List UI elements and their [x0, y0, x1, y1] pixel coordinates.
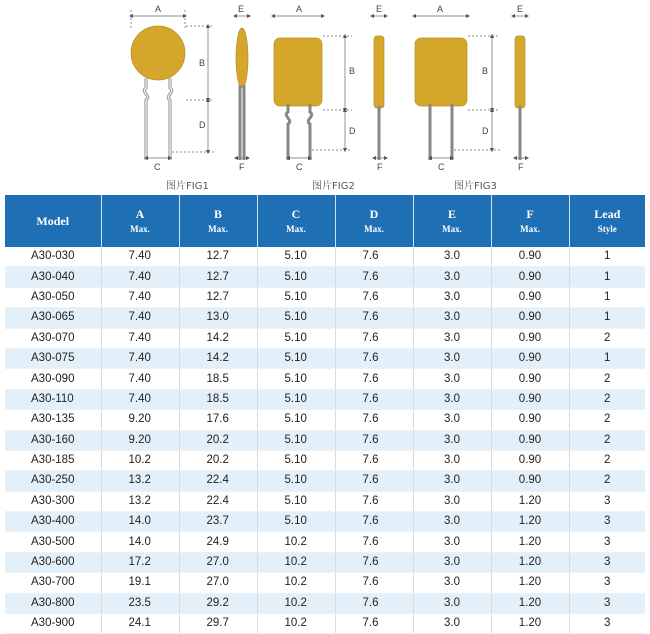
table-cell: 0.90: [491, 287, 569, 307]
table-cell: 3.0: [413, 247, 491, 267]
table-row: [5, 593, 645, 613]
table-cell: A30-050: [5, 287, 101, 307]
table-row: [5, 552, 645, 572]
table-cell: 1: [569, 348, 645, 368]
table-cell: 2: [569, 450, 645, 470]
table-cell: 7.6: [335, 552, 413, 572]
column-header: [179, 195, 257, 247]
table-cell: 10.2: [101, 450, 179, 470]
table-cell: 2: [569, 369, 645, 389]
column-header-label: Model: [36, 213, 70, 228]
table-cell: 7.6: [335, 287, 413, 307]
column-header: [569, 195, 645, 247]
table-cell: 0.90: [491, 328, 569, 348]
table-cell: A30-900: [5, 614, 101, 634]
fig3-label-f: F: [518, 162, 524, 172]
table-cell: 5.10: [257, 450, 335, 470]
table-cell: A30-185: [5, 450, 101, 470]
column-header-sub: Max.: [286, 223, 306, 234]
table-cell: 3.0: [413, 512, 491, 532]
table-cell: A30-400: [5, 512, 101, 532]
table-cell: 3.0: [413, 389, 491, 409]
column-header-sub: Max.: [364, 223, 384, 234]
table-cell: 12.7: [179, 287, 257, 307]
table-row: [5, 614, 645, 634]
table-cell: 29.7: [179, 614, 257, 634]
table-cell: 2: [569, 328, 645, 348]
table-cell: 3: [569, 512, 645, 532]
fig3-drawing: [414, 16, 527, 160]
fig2-label-b: B: [349, 66, 356, 76]
table-cell: 0.90: [491, 410, 569, 430]
table-cell: 5.10: [257, 247, 335, 267]
table-row: [5, 491, 645, 511]
table-cell: 9.20: [101, 410, 179, 430]
table-cell: 7.6: [335, 328, 413, 348]
column-header: [257, 195, 335, 247]
table-cell: 9.20: [101, 430, 179, 450]
table-cell: 7.6: [335, 267, 413, 287]
table-cell: 10.2: [257, 573, 335, 593]
table-cell: 3.0: [413, 308, 491, 328]
table-cell: 1.20: [491, 552, 569, 572]
table-cell: 14.0: [101, 512, 179, 532]
table-cell: 7.40: [101, 369, 179, 389]
table-cell: 18.5: [179, 369, 257, 389]
table-cell: 3: [569, 573, 645, 593]
table-cell: 7.6: [335, 593, 413, 613]
table-cell: 1: [569, 247, 645, 267]
column-header-label: E: [447, 207, 456, 222]
table-cell: 3.0: [413, 348, 491, 368]
table-cell: A30-090: [5, 369, 101, 389]
table-cell: 7.40: [101, 247, 179, 267]
table-row: [5, 267, 645, 287]
table-row: [5, 247, 645, 267]
fig2-label-a: A: [296, 4, 303, 14]
table-cell: 12.7: [179, 247, 257, 267]
spec-table-header: [5, 195, 645, 247]
table-cell: A30-075: [5, 348, 101, 368]
column-header: [413, 195, 491, 247]
table-cell: 3.0: [413, 471, 491, 491]
table-cell: 7.40: [101, 328, 179, 348]
table-cell: 13.2: [101, 491, 179, 511]
table-row: [5, 348, 645, 368]
table-cell: 2: [569, 410, 645, 430]
table-cell: 13.0: [179, 308, 257, 328]
table-row: [5, 308, 645, 328]
table-cell: 7.6: [335, 247, 413, 267]
column-header-sub: Max.: [520, 223, 540, 234]
table-row: [5, 287, 645, 307]
table-cell: 7.6: [335, 389, 413, 409]
table-cell: 7.6: [335, 430, 413, 450]
fig3-label-b: B: [482, 66, 489, 76]
fig2-drawing: [273, 16, 386, 160]
table-cell: 0.90: [491, 430, 569, 450]
table-cell: 3: [569, 552, 645, 572]
table-cell: 24.1: [101, 614, 179, 634]
table-cell: A30-250: [5, 471, 101, 491]
table-cell: A30-070: [5, 328, 101, 348]
table-cell: 17.2: [101, 552, 179, 572]
table-cell: 5.10: [257, 308, 335, 328]
fig3-label-d: D: [482, 126, 489, 136]
table-cell: 0.90: [491, 267, 569, 287]
table-cell: A30-030: [5, 247, 101, 267]
table-cell: 10.2: [257, 593, 335, 613]
table-cell: 1.20: [491, 532, 569, 552]
table-cell: 3.0: [413, 430, 491, 450]
table-cell: 1: [569, 287, 645, 307]
table-cell: 12.7: [179, 267, 257, 287]
figure-area: [0, 0, 650, 192]
table-cell: 3.0: [413, 287, 491, 307]
table-cell: 18.5: [179, 389, 257, 409]
fig3-label-a: A: [437, 4, 444, 14]
table-cell: 3.0: [413, 532, 491, 552]
fig3-caption: 图片FIG3: [454, 181, 497, 192]
table-cell: 1.20: [491, 593, 569, 613]
column-header-label: F: [526, 207, 534, 222]
table-cell: 0.90: [491, 247, 569, 267]
column-header-label: A: [135, 207, 145, 222]
table-cell: 0.90: [491, 450, 569, 470]
table-cell: 14.0: [101, 532, 179, 552]
column-header: [101, 195, 179, 247]
table-cell: 3.0: [413, 410, 491, 430]
table-cell: A30-040: [5, 267, 101, 287]
table-cell: A30-500: [5, 532, 101, 552]
table-cell: 5.10: [257, 287, 335, 307]
table-cell: 3.0: [413, 593, 491, 613]
fig2-label-d: D: [349, 126, 356, 136]
table-cell: 22.4: [179, 491, 257, 511]
table-cell: 20.2: [179, 450, 257, 470]
table-cell: 5.10: [257, 369, 335, 389]
table-cell: 10.2: [257, 614, 335, 634]
table-cell: 0.90: [491, 348, 569, 368]
table-cell: 3.0: [413, 328, 491, 348]
table-row: [5, 369, 645, 389]
table-cell: 2: [569, 471, 645, 491]
table-cell: 3: [569, 614, 645, 634]
table-cell: 7.6: [335, 512, 413, 532]
column-header-sub: Max.: [130, 223, 150, 234]
fig3-label-e: E: [517, 4, 524, 14]
table-cell: 10.2: [257, 552, 335, 572]
table-cell: 5.10: [257, 389, 335, 409]
table-row: [5, 328, 645, 348]
table-cell: 0.90: [491, 369, 569, 389]
spec-table: [5, 195, 645, 634]
table-row: [5, 471, 645, 491]
table-cell: A30-300: [5, 491, 101, 511]
fig2-label-f: F: [377, 162, 383, 172]
table-cell: 3.0: [413, 491, 491, 511]
table-cell: 3.0: [413, 614, 491, 634]
table-cell: 29.2: [179, 593, 257, 613]
table-cell: 7.6: [335, 573, 413, 593]
fig1-label-e: E: [238, 4, 245, 14]
column-header-label: B: [213, 207, 222, 222]
table-cell: 1.20: [491, 573, 569, 593]
column-header: [491, 195, 569, 247]
table-cell: 5.10: [257, 491, 335, 511]
dimension-drawings: [0, 0, 650, 192]
fig1-label-c: C: [154, 162, 161, 172]
table-cell: A30-800: [5, 593, 101, 613]
table-cell: 3.0: [413, 450, 491, 470]
table-cell: 0.90: [491, 389, 569, 409]
fig2-caption: 图片FIG2: [312, 181, 355, 192]
fig1-drawing: [131, 10, 249, 160]
table-cell: 1: [569, 308, 645, 328]
table-cell: 7.6: [335, 491, 413, 511]
table-cell: 5.10: [257, 267, 335, 287]
table-cell: 7.40: [101, 287, 179, 307]
table-cell: 22.4: [179, 471, 257, 491]
table-cell: 10.2: [257, 532, 335, 552]
table-cell: 24.9: [179, 532, 257, 552]
table-cell: 5.10: [257, 410, 335, 430]
table-cell: 1.20: [491, 512, 569, 532]
column-header-sub: Max.: [208, 223, 228, 234]
table-row: [5, 430, 645, 450]
table-cell: 7.6: [335, 369, 413, 389]
table-cell: 2: [569, 430, 645, 450]
column-header-label: Lead: [594, 207, 621, 222]
table-cell: 13.2: [101, 471, 179, 491]
table-cell: 27.0: [179, 552, 257, 572]
fig3-label-c: C: [438, 162, 445, 172]
table-cell: A30-700: [5, 573, 101, 593]
table-cell: 3.0: [413, 573, 491, 593]
table-cell: 3.0: [413, 267, 491, 287]
table-cell: 23.7: [179, 512, 257, 532]
column-header-label: D: [369, 207, 379, 222]
column-header: [5, 195, 101, 247]
table-cell: 7.40: [101, 348, 179, 368]
table-row: [5, 573, 645, 593]
table-cell: A30-160: [5, 430, 101, 450]
table-row: [5, 410, 645, 430]
table-cell: 1.20: [491, 614, 569, 634]
table-cell: 1.20: [491, 491, 569, 511]
fig2-label-c: C: [296, 162, 303, 172]
table-cell: 7.6: [335, 614, 413, 634]
column-header-sub: Max.: [442, 223, 462, 234]
table-cell: 0.90: [491, 308, 569, 328]
table-cell: 1: [569, 267, 645, 287]
table-cell: 5.10: [257, 328, 335, 348]
table-row: [5, 450, 645, 470]
fig1-label-b: B: [199, 58, 206, 68]
table-cell: 7.40: [101, 308, 179, 328]
fig1-label-f: F: [239, 162, 245, 172]
table-cell: 7.6: [335, 471, 413, 491]
fig1-caption: 图片FIG1: [166, 181, 209, 192]
spec-table-body: [5, 247, 645, 634]
table-cell: 5.10: [257, 471, 335, 491]
table-row: [5, 532, 645, 552]
table-cell: 7.6: [335, 450, 413, 470]
table-cell: A30-135: [5, 410, 101, 430]
table-cell: 7.6: [335, 308, 413, 328]
table-cell: 3.0: [413, 552, 491, 572]
table-cell: 7.6: [335, 348, 413, 368]
table-cell: 20.2: [179, 430, 257, 450]
table-cell: 7.6: [335, 532, 413, 552]
table-cell: 5.10: [257, 430, 335, 450]
table-cell: A30-065: [5, 308, 101, 328]
fig1-label-d: D: [199, 120, 206, 130]
fig2-label-e: E: [376, 4, 383, 14]
table-cell: 3: [569, 491, 645, 511]
table-cell: 17.6: [179, 410, 257, 430]
table-cell: 27.0: [179, 573, 257, 593]
table-cell: 3: [569, 532, 645, 552]
table-row: [5, 389, 645, 409]
table-cell: 7.6: [335, 410, 413, 430]
column-header: [335, 195, 413, 247]
table-cell: 7.40: [101, 267, 179, 287]
table-cell: 14.2: [179, 348, 257, 368]
fig1-label-a: A: [155, 4, 162, 14]
column-header-sub: Style: [597, 223, 617, 234]
table-cell: 3.0: [413, 369, 491, 389]
table-cell: 5.10: [257, 512, 335, 532]
table-cell: 0.90: [491, 471, 569, 491]
table-cell: 14.2: [179, 328, 257, 348]
table-cell: A30-600: [5, 552, 101, 572]
table-cell: 3: [569, 593, 645, 613]
table-cell: 7.40: [101, 389, 179, 409]
table-cell: 19.1: [101, 573, 179, 593]
table-cell: 5.10: [257, 348, 335, 368]
table-cell: 23.5: [101, 593, 179, 613]
table-cell: 2: [569, 389, 645, 409]
table-cell: A30-110: [5, 389, 101, 409]
table-row: [5, 512, 645, 532]
column-header-label: C: [291, 207, 301, 222]
